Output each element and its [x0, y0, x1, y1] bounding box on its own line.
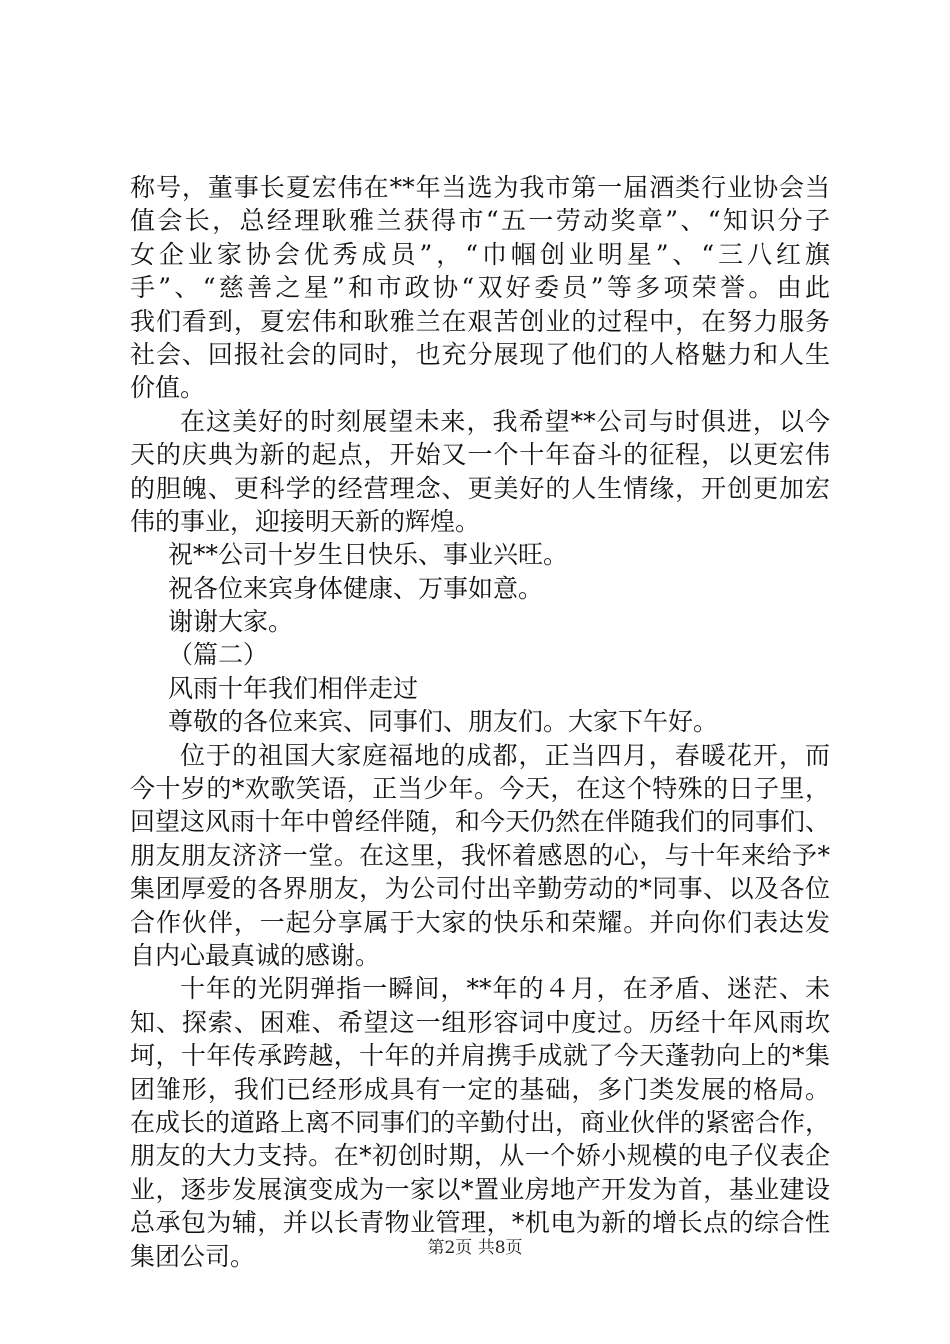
text-line: 合作伙伴，一起分享属于大家的快乐和荣耀。并向你们表达发: [130, 907, 830, 937]
text-line: 祝**公司十岁生日快乐、事业兴旺。: [168, 540, 569, 570]
page-footer: 第2页 共8页: [427, 1238, 523, 1258]
text-line: 值会长，总经理耿雅兰获得市“五一劳动奖章”、“知识分子: [130, 206, 830, 236]
text-line: 朋友朋友济济一堂。在这里，我怀着感恩的心，与十年来给予*: [130, 840, 830, 870]
text-line: 自内心最真诚的感谢。: [130, 940, 381, 970]
text-line: 祝各位来宾身体健康、万事如意。: [168, 573, 544, 603]
text-line: 集团公司。: [130, 1241, 256, 1271]
text-line: 女企业家协会优秀成员”，“巾帼创业明星”、“三八红旗: [130, 239, 830, 269]
text-line: 集团厚爱的各界朋友，为公司付出辛勤劳动的*同事、以及各位: [130, 874, 830, 904]
text-line: 朋友的大力支持。在*初创时期，从一个娇小规模的电子仪表企: [130, 1141, 830, 1171]
text-line: 回望这风雨十年中曾经伴随，和今天仍然在伴随我们的同事们、: [130, 807, 831, 837]
text-line: 社会、回报社会的同时，也充分展现了他们的人格魅力和人生: [130, 339, 830, 369]
text-line: 在这美好的时刻展望未来，我希望**公司与时俱进，以今: [180, 406, 830, 436]
text-line: 业，逐步发展演变成为一家以*置业房地产开发为首，基业建设: [130, 1174, 830, 1204]
text-line: 尊敬的各位来宾、同事们、朋友们。大家下午好。: [168, 707, 719, 737]
text-line: 坷，十年传承跨越，十年的并肩携手成就了今天蓬勃向上的*集: [130, 1041, 830, 1071]
text-line: 知、探索、困难、希望这一组形容词中度过。历经十年风雨坎: [130, 1007, 830, 1037]
text-line: 价值。: [130, 373, 206, 403]
text-line: 我们看到，夏宏伟和耿雅兰在艰苦创业的过程中，在努力服务: [130, 306, 830, 336]
text-line: 天的庆典为新的起点，开始又一个十年奋斗的征程，以更宏伟: [130, 440, 830, 470]
section-label: （篇二）: [168, 640, 269, 670]
text-line: 团雏形，我们已经形成具有一定的基础，多门类发展的格局。: [130, 1074, 830, 1104]
text-line: 伟的事业，迎接明天新的辉煌。: [130, 506, 481, 536]
text-line: 十年的光阴弹指一瞬间，**年的４月，在矛盾、迷茫、未: [180, 974, 830, 1004]
text-line: 称号，董事长夏宏伟在**年当选为我市第一届酒类行业协会当: [130, 173, 830, 202]
document-body: [130, 171, 830, 1273]
text-line: 谢谢大家。: [168, 607, 294, 637]
text-line: 今十岁的*欢歌笑语，正当少年。今天，在这个特殊的日子里，: [130, 774, 830, 804]
text-line: 在成长的道路上离不同事们的辛勤付出，商业伙伴的紧密合作，: [130, 1107, 831, 1137]
text-line: 总承包为辅，并以长青物业管理，*机电为新的增长点的综合性: [130, 1208, 830, 1238]
text-line: 的胆魄、更科学的经营理念、更美好的人生情缘，开创更加宏: [130, 473, 830, 503]
section-title: 风雨十年我们相伴走过: [168, 673, 419, 703]
text-line: 手”、“慈善之星”和市政协“双好委员”等多项荣誉。由此: [130, 273, 830, 303]
text-line: 位于的祖国大家庭福地的成都，正当四月，春暖花开，而: [180, 740, 830, 770]
